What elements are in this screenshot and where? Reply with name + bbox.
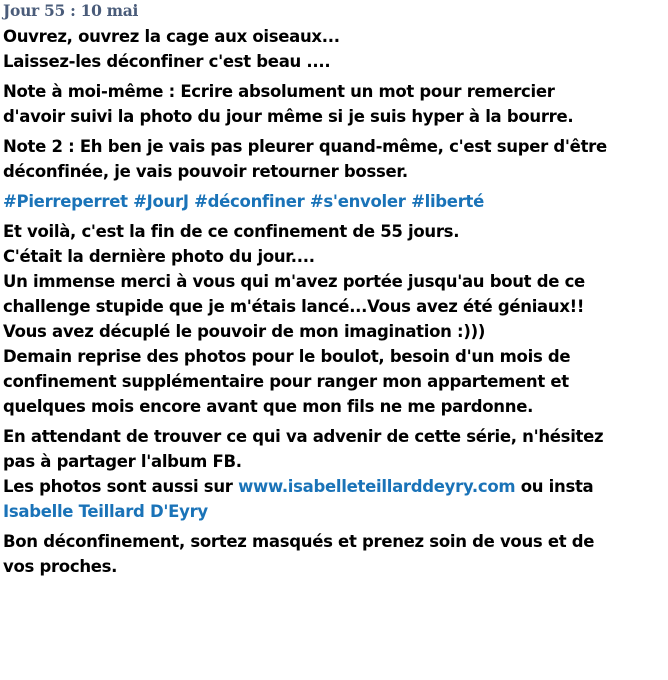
paragraph-closing (3, 529, 665, 579)
hashtag-list (3, 189, 665, 214)
text-line: Un immense merci à vous qui m'avez portée jusqu'au bout de ce (3, 272, 585, 291)
text-line: Bon déconfinement, sortez masqués et prenez soin de vous et de (3, 532, 595, 551)
text-line: vos proches. (3, 557, 118, 576)
hashtag-jourj[interactable]: #JourJ (133, 192, 189, 211)
photos-middle: ou insta (515, 477, 594, 496)
text-line: confinement supplémentaire pour ranger mon appartement et (3, 372, 569, 391)
post-content (3, 1, 665, 584)
text-line: Laissez-les déconfiner c'est beau .... (3, 52, 331, 71)
text-line: déconfinée, je vais pouvoir retourner bosser. (3, 162, 408, 181)
paragraph-thanks (3, 219, 665, 419)
instagram-link[interactable]: Isabelle Teillard D'Eyry (3, 502, 208, 521)
text-line: Et voilà, c'est la fin de ce confinement de 55 jours. (3, 222, 460, 241)
text-line: En attendant de trouver ce qui va advenir de cette série, n'hésitez (3, 427, 604, 446)
text-line: quelques mois encore avant que mon fils ne me pardonne. (3, 397, 534, 416)
text-line: Note à moi-même : Ecrire absolument un mot pour remercier (3, 82, 555, 101)
text-line: C'était la dernière photo du jour.... (3, 247, 315, 266)
hashtag-pierreperret[interactable]: #Pierreperret (3, 192, 128, 211)
day-title: Jour 55 : 10 mai (3, 1, 139, 20)
text-line: challenge stupide que je m'étais lancé...Vous avez été géniaux!! (3, 297, 585, 316)
paragraph-note-1 (3, 79, 665, 129)
photos-line (3, 474, 665, 499)
insta-line (3, 499, 665, 524)
text-line: d'avoir suivi la photo du jour même si je suis hyper à la bourre. (3, 107, 574, 126)
text-line: Vous avez décuplé le pouvoir de mon imagination :))) (3, 322, 486, 341)
paragraph-note-2 (3, 134, 665, 184)
website-link[interactable]: www.isabelleteillarddeyry.com (238, 477, 516, 496)
text-line: Demain reprise des photos pour le boulot, besoin d'un mois de (3, 347, 571, 366)
paragraph-share (3, 424, 665, 524)
hashtag-senvoler[interactable]: #s'envoler (309, 192, 406, 211)
text-line: Ouvrez, ouvrez la cage aux oiseaux... (3, 27, 340, 46)
text-line: Note 2 : Eh ben je vais pas pleurer quand-même, c'est super d'être (3, 137, 607, 156)
hashtag-liberte[interactable]: #liberté (411, 192, 485, 211)
hashtag-deconfiner[interactable]: #déconfiner (194, 192, 305, 211)
paragraph-intro (3, 24, 665, 74)
photos-prefix: Les photos sont aussi sur (3, 477, 239, 496)
text-line: pas à partager l'album FB. (3, 452, 242, 471)
